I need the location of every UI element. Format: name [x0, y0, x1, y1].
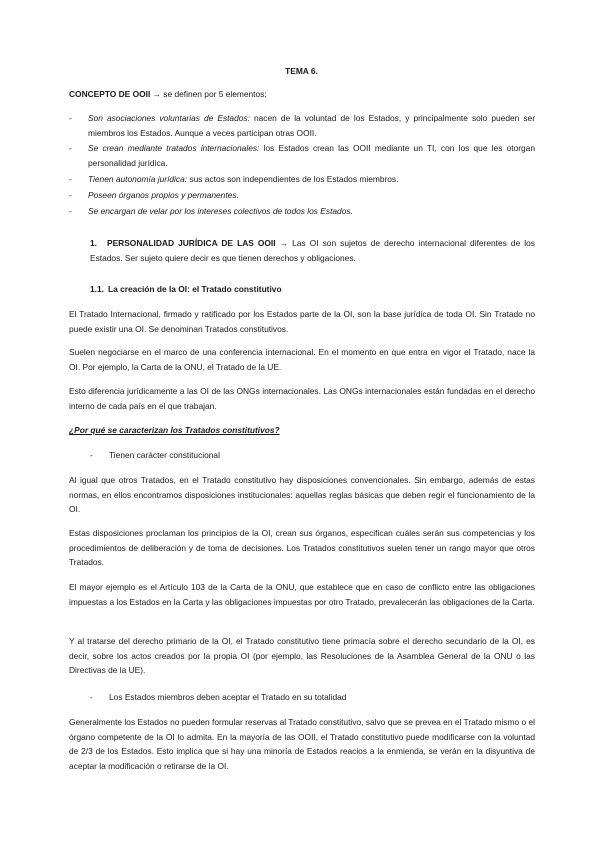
paragraph: El Tratado Internacional, firmado y ratificado por los Estados parte de la OI, son la base jurídica de toda OI. Sin Tratado no puede existir una OI. Se denominan Tratados constitutivos. [69, 309, 535, 334]
concepto-text: se definen por 5 elementos; [160, 89, 267, 99]
arrow-icon: → [279, 238, 289, 248]
paragraph: Al igual que otros Tratados, en el Tratado constitutivo hay disposiciones convencionales. Sin embargo, además de estas normas, en ellos encontramos disposiciones institucionales: aquellas reglas básicas que deben regir el funcionamiento de la OI. [69, 475, 535, 515]
paragraph: Y al tratarse del derecho primario de la OI, el Tratado constitutivo tiene primacía sobre el derecho secundario de la OI, es decir, sobre los actos creados por la propia OI (por ejemplo, las Resoluciones de la Asamblea General de la ONU o las Directivas de la UE). [69, 636, 535, 676]
point-2: - Los Estados miembros deben aceptar el Tratado en su totalidad [90, 692, 347, 702]
page-title: TEMA 6. [285, 66, 318, 76]
paragraph: Esto diferencia jurídicamente a las OI de las ONGs internacionales. Las ONGs internacionales están fundadas en el derecho interno de cada país en el que trabajan. [69, 386, 535, 411]
list-item: - Se encargan de velar por los intereses colectivos de todos los Estados. [69, 204, 535, 219]
list-item: - Son asociaciones voluntarias de Estados: nacen de la voluntad de los Estados, y principalmente solo pueden ser miembros los Estados. Aunque a veces participan otras OOII. [69, 111, 535, 140]
list-item: - Tienen autonomía jurídica: sus actos son independientes de los Estados miembros. [69, 172, 535, 187]
paragraph: Generalmente los Estados no pueden formular reservas al Tratado constitutivo, salvo que se prevea en el Tratado mismo o el órgano competente de la OI lo admita. En la mayoría de las OOII, el Tratado constitutivo puede modificarse con la voluntad de 2/3 de los Estados. Esto implica que si hay una minoría de Estados reacios a la enmienda, se verán en la disyuntiva de aceptar la modificación o retirarse de la OI. [69, 717, 535, 771]
arrow-icon: → [152, 89, 161, 99]
section-1-1-heading: 1.1. La creación de la OI: el Tratado constitutivo [90, 284, 282, 294]
elements-list [69, 111, 535, 220]
list-item: - Poseen órganos propios y permanentes. [69, 188, 535, 203]
paragraph: Suelen negociarse en el marco de una conferencia internacional. En el momento en que entra en vigor el Tratado, nace la OI. Por ejemplo, la Carta de la ONU, el Tratado de la UE. [69, 347, 535, 372]
paragraph: El mayor ejemplo es el Artículo 103 de la Carta de la ONU, que establece que en caso de conflicto entre las obligaciones impuestas a los Estados en la Carta y las obligaciones impuestas por otro Tratado, prevalecerán las obligaciones de la Carta. [69, 582, 535, 607]
question-heading: ¿Por qué se caracterizan los Tratados constitutivos? [69, 425, 280, 435]
concepto-line [69, 87, 535, 102]
concepto-heading: CONCEPTO DE OOII [69, 89, 151, 99]
section-1-heading: 1. PERSONALIDAD JURÍDICA DE LAS OOII → Las OI son sujetos de derecho internacional diferentes de los Estados. Ser sujeto quiere decir es que tienen derechos y obligaciones. [90, 238, 535, 263]
list-item: - Se crean mediante tratados internacionales: los Estados crean las OOII mediante un TI, con los que les otorgan personalidad jurídica. [69, 141, 535, 170]
paragraph: Estas disposiciones proclaman los principios de la OI, crean sus órganos, especifican cuáles serán sus competencias y los procedimientos de deliberación y de toma de decisiones. Los Tratados constitutivos suelen tener un rango mayor que otros Tratados. [69, 528, 535, 568]
point-1: - Tienen carácter constitucional [90, 450, 220, 460]
